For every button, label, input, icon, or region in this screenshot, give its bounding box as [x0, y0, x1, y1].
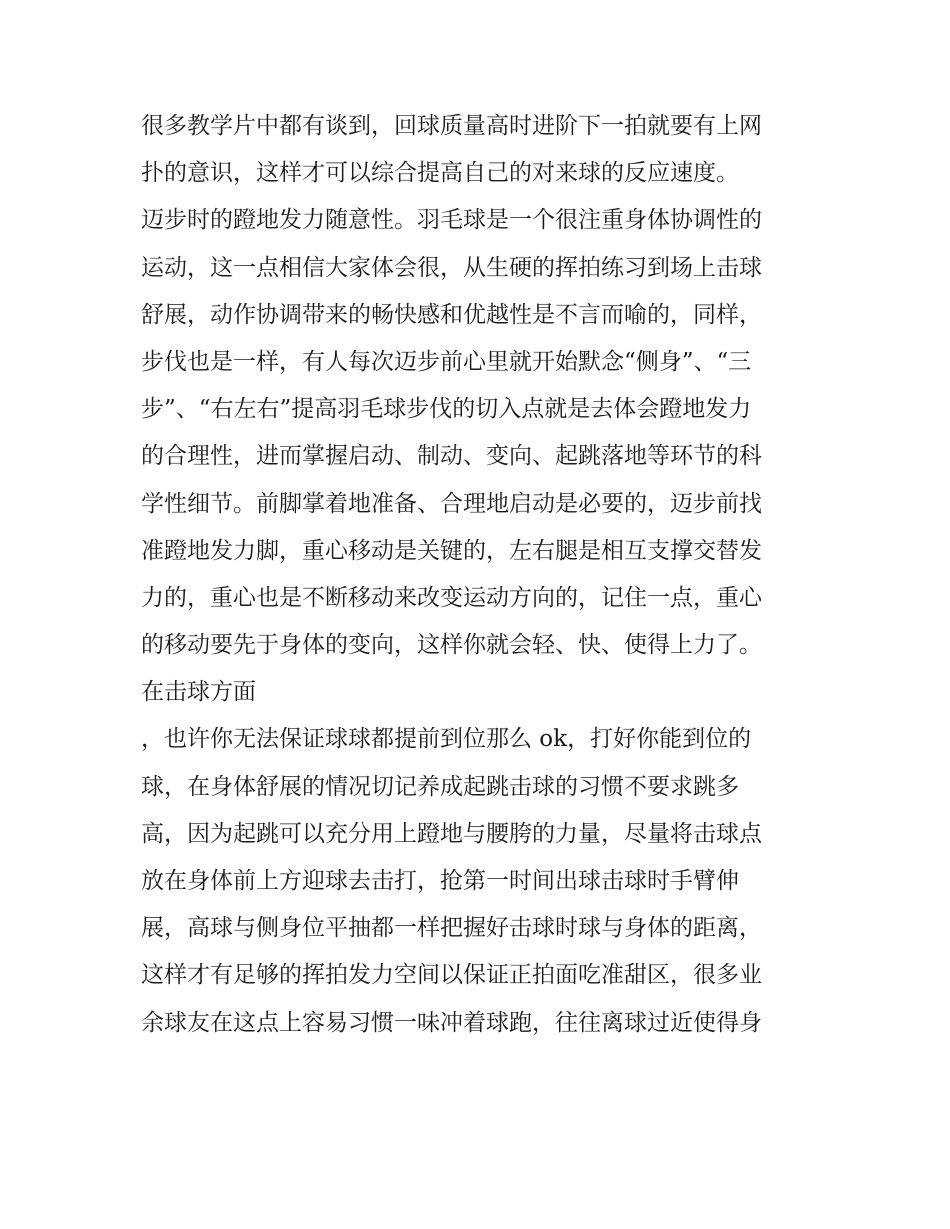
text-line: 高，因为起跳可以充分用上蹬地与腰胯的力量，尽量将击球点 [141, 820, 762, 847]
text-line: 舒展，动作协调带来的畅快感和优越性是不言而喻的，同样， [141, 301, 762, 328]
text-line: 的移动要先于身体的变向，这样你就会轻、快、使得上力了。 [141, 632, 762, 659]
text-line: ，也许你无法保证球球都提前到位那么 ok，打好你能到位的 [141, 726, 752, 753]
text-line: 展，高球与侧身位平抽都一样把握好击球时球与身体的距离， [141, 915, 762, 942]
text-line: 迈步时的蹬地发力随意性。羽毛球是一个很注重身体协调性的 [141, 207, 762, 234]
text-line: 这样才有足够的挥拍发力空间以保证正拍面吃准甜区，很多业 [141, 962, 762, 989]
text-line: 余球友在这点上容易习惯一味冲着球跑，往往离球过近使得身 [141, 1009, 762, 1036]
text-line: 很多教学片中都有谈到，回球质量高时进阶下一拍就要有上网 [141, 113, 762, 139]
text-line: 的合理性，进而掌握启动、制动、变向、起跳落地等环节的科 [141, 443, 762, 470]
text-line: 步”、“右左右”提高羽毛球步伐的切入点就是去体会蹬地发力 [141, 396, 752, 423]
body-text [141, 103, 821, 1047]
text-line: 学性细节。前脚掌着地准备、合理地启动是必要的，迈步前找 [141, 490, 762, 517]
text-line: 扑的意识，这样才可以综合提高自己的对来球的反应速度。 [141, 160, 739, 187]
text-line: 准蹬地发力脚，重心移动是关键的，左右腿是相互支撑交替发 [141, 537, 762, 564]
text-line: 在击球方面 [141, 679, 256, 706]
text-line: 球，在身体舒展的情况切记养成起跳击球的习惯不要求跳多 [141, 773, 739, 800]
text-line: 运动，这一点相信大家体会很，从生硬的挥拍练习到场上击球 [141, 254, 762, 281]
text-line: 力的，重心也是不断移动来改变运动方向的，记住一点，重心 [141, 584, 762, 611]
text-line: 步伐也是一样，有人每次迈步前心里就开始默念“侧身”、“三 [141, 348, 752, 375]
text-line: 放在身体前上方迎球去击打，抢第一时间出球击球时手臂伸 [141, 868, 739, 894]
